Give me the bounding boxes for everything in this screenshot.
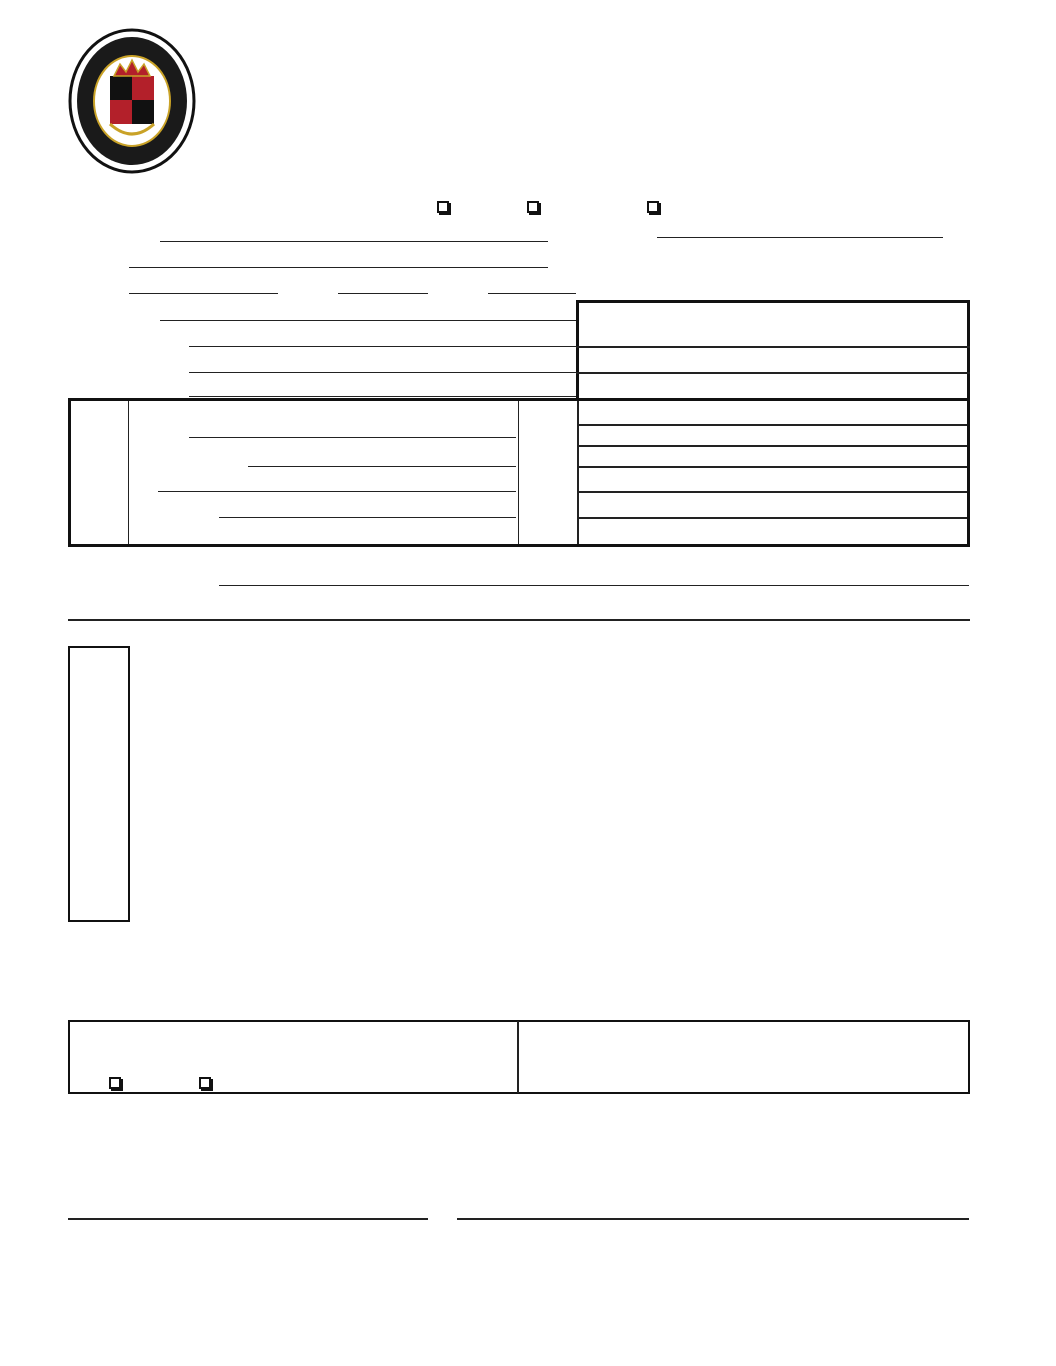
option-addition[interactable] [527, 199, 549, 215]
owner-telephone-input[interactable] [219, 500, 516, 518]
owner-name-input[interactable] [189, 420, 516, 438]
option-existing[interactable] [647, 199, 669, 215]
description-line-2 [68, 619, 970, 621]
owner-city-input[interactable] [158, 474, 516, 492]
building-permit-input[interactable] [189, 379, 576, 397]
subdivision-input[interactable] [160, 303, 576, 321]
floor-input[interactable] [338, 276, 428, 294]
description-input[interactable] [219, 568, 969, 586]
building-input[interactable] [129, 276, 278, 294]
office-use-box [576, 300, 970, 401]
master-signature-line [457, 1218, 969, 1220]
checkbox-icon [199, 1077, 211, 1089]
permit-no-input[interactable] [657, 220, 943, 238]
signature-line [68, 1218, 428, 1220]
checkbox-icon [527, 201, 539, 213]
suite-input[interactable] [488, 276, 576, 294]
checkbox-icon [109, 1077, 121, 1089]
tax-account-input[interactable] [189, 355, 576, 373]
equipment-side-box [68, 646, 130, 922]
checkbox-icon [437, 201, 449, 213]
county-seal [68, 28, 196, 174]
option-new[interactable] [437, 199, 459, 215]
checkbox-icon [647, 201, 659, 213]
owner-mailing-input[interactable] [248, 449, 516, 467]
meter-no[interactable] [199, 1075, 221, 1092]
map-reference-input[interactable] [728, 355, 966, 373]
job-location-input[interactable] [160, 224, 548, 242]
meter-yes[interactable] [109, 1075, 131, 1092]
tenants-name-input[interactable] [189, 329, 576, 347]
street-input[interactable] [129, 250, 548, 268]
